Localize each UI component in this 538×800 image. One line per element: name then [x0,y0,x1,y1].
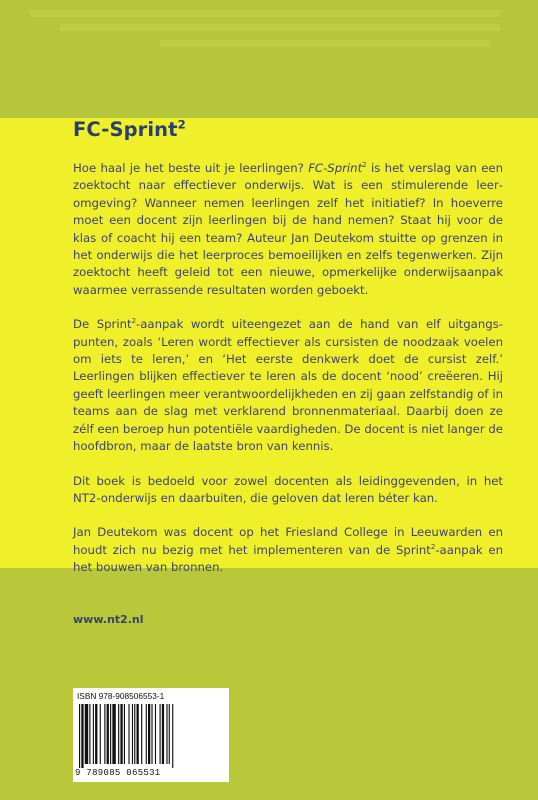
barcode-bar [104,704,105,764]
barcode-bar [137,704,139,764]
decorative-band-line [30,10,500,17]
barcode-bars [79,704,223,768]
p1-rest: is het verslag van een zoektocht naar effectiever onderwijs. Wat is een stimulerende leeromgeving? Wanneer nemen leerlingen zelf het initiatief? In hoeverre moet een docent zijn leerlingen bij de hand nemen? Staat hij voor de klas of coacht hij een team? Auteur Jan Deutekom stuitte op grenzen in het onderwijs die het leerproces bemoeilijken en zelfs tegenwerken. Zijn zoektocht heeft geleid tot een nieuwe, opmerkelijke onderwijsaanpak waarmee verrassende resultaten worden geboekt. [73,161,503,297]
blurb-text [73,160,503,594]
barcode-bar [141,704,142,764]
barcode-bar [169,704,170,764]
barcode-bar [128,704,129,764]
blurb-paragraph-3: Dit boek is bedoeld voor zowel docenten als leidinggevenden, in het NT2-onderwijs en daarbuiten, die geloven dat leren béter kan. [73,473,503,505]
p1-book-title: FC-Sprint [308,161,363,175]
barcode-bar [89,704,90,764]
barcode-bar [146,704,147,764]
decorative-band-line [60,24,500,31]
barcode-bar [81,704,83,768]
p4-rest: -aanpak en het bouwen van bronnen. [73,542,503,575]
barcode-bar [100,704,101,764]
barcode-bar [162,704,164,764]
barcode-bar [85,704,88,764]
isbn-label: ISBN 978-908506553-1 [77,691,165,701]
publisher-website: www.nt2.nl [73,613,144,626]
p4-superscript: 2 [430,541,436,551]
p2-superscript: 2 [131,316,137,326]
barcode-number: 9 789085 065531 [75,768,161,778]
barcode-bar [155,704,156,764]
barcode-bar [124,704,125,764]
top-band [0,0,538,118]
barcode-bar [107,704,109,764]
barcode-bar [118,704,119,764]
barcode-bar [110,704,111,764]
blurb-paragraph-1 [73,160,503,299]
p1-lead: Hoe haal je het beste uit je leerlingen? [73,161,309,175]
decorative-band-line [160,40,490,47]
barcode-bar [134,704,135,764]
blurb-paragraph-4 [73,524,503,576]
book-title-text: FC-Sprint [73,118,178,141]
p1-superscript: 2 [362,160,367,170]
barcode-bar [166,704,167,764]
barcode-bar [112,704,115,764]
barcode-bar [160,704,161,764]
blurb-paragraph-2 [73,316,503,455]
barcode-bar [151,704,152,764]
barcode-bar [93,704,94,764]
barcode-box [73,688,229,782]
barcode-bar [148,704,150,764]
barcode-bar [132,704,133,764]
p4-lead: Jan Deutekom was docent op het Friesland College in Leeuwarden en houdt zich nu bezig met het implementeren van de Sprint [73,525,503,557]
book-title-superscript: 2 [177,117,186,132]
barcode-bar [95,704,97,764]
p2-rest: -aanpak wordt uiteengezet aan de hand van elf uitgangspunten, zoals ‘Leren wordt effectiever als cursisten de noodzaak voelen om iets te leren,’ en ‘Het eerste denkwerk doet de cursist zelf.’ Leerlingen blijken effectiever te leren als de docent ‘nood’ creëeren. Hij geeft leerlingen meer verantwoordelijkheden en zij gaan zelfstandig of in teams aan de slag met verklarend bronnenmateriaal. Daarbij doen ze zélf een beroep hun potentiële vaardigheden. De docent is niet langer de hoofdbron, maar de laatste bron van kennis. [73,317,503,454]
barcode-bar [120,704,122,764]
p2-lead: De Sprint [73,317,132,332]
barcode-bar [79,704,80,768]
book-title [73,118,186,141]
barcode-bar [172,704,173,768]
